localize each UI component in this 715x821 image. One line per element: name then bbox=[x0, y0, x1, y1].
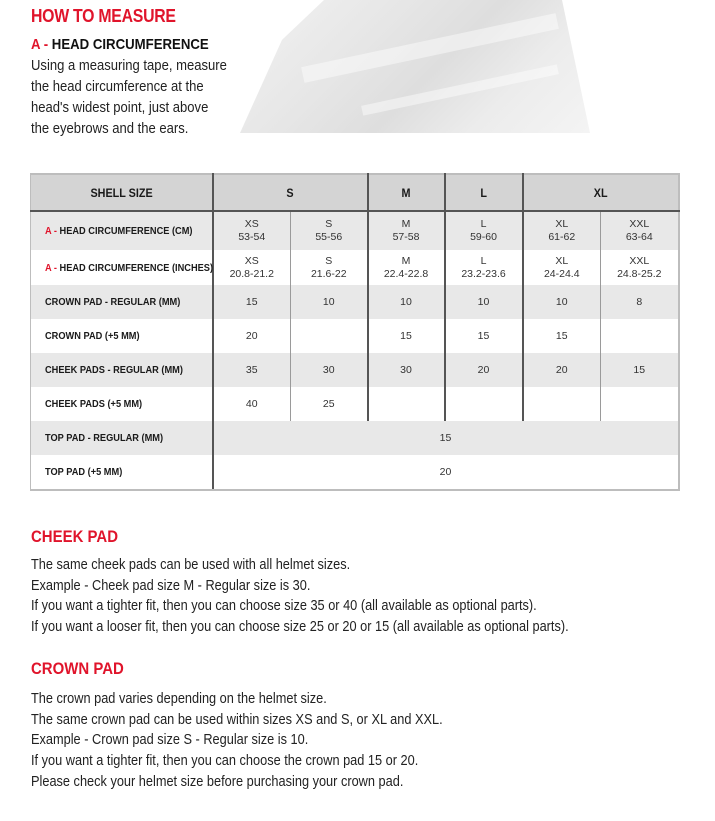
shell-header-m: M bbox=[368, 174, 445, 211]
table-row-crown-plus5 bbox=[31, 319, 679, 353]
table-cell bbox=[601, 387, 679, 421]
table-cell: 15 bbox=[213, 421, 679, 455]
table-cell bbox=[523, 387, 601, 421]
table-cell bbox=[601, 319, 679, 353]
measure-instructions bbox=[31, 56, 238, 140]
instruction-line: the eyebrows and the ears. bbox=[31, 121, 189, 137]
helmet-hero-image bbox=[240, 0, 590, 133]
table-row-top-plus5 bbox=[31, 455, 679, 490]
row-label: CHEEK PADS - REGULAR (MM) bbox=[31, 353, 213, 387]
table-cell bbox=[445, 387, 523, 421]
table-cell: 35 bbox=[213, 353, 291, 387]
table-row-cheek-plus5 bbox=[31, 387, 679, 421]
paragraph-line: The same cheek pads can be used with all helmet sizes. bbox=[31, 557, 351, 573]
table-cell: 8 bbox=[601, 285, 679, 319]
table-cell: L 23.2-23.6 bbox=[445, 250, 523, 285]
crown-pad-title: CROWN PAD bbox=[31, 659, 124, 678]
paragraph-line: If you want a looser fit, then you can choose size 25 or 20 or 15 (all available as optional parts). bbox=[31, 619, 569, 636]
table-cell: 15 bbox=[368, 319, 445, 353]
row-label: A - HEAD CIRCUMFERENCE (INCHES) bbox=[31, 250, 213, 285]
table-cell: 30 bbox=[368, 353, 445, 387]
table-cell: L 59-60 bbox=[445, 211, 523, 250]
size-chart-table bbox=[30, 173, 680, 491]
table-cell: XS 20.8-21.2 bbox=[213, 250, 291, 285]
crown-pad-description bbox=[31, 689, 443, 793]
table-cell: 30 bbox=[291, 353, 368, 387]
table-cell: 10 bbox=[523, 285, 601, 319]
row-label: CHEEK PADS (+5 MM) bbox=[31, 387, 213, 421]
table-cell: 10 bbox=[291, 285, 368, 319]
table-cell: S 21.6-22 bbox=[291, 250, 368, 285]
head-circumference-heading bbox=[31, 36, 209, 53]
row-label: CROWN PAD - REGULAR (MM) bbox=[31, 285, 213, 319]
row-label: A - HEAD CIRCUMFERENCE (CM) bbox=[31, 211, 213, 250]
table-cell: 20 bbox=[213, 455, 679, 490]
paragraph-line: If you want a tighter fit, then you can choose the crown pad 15 or 20. bbox=[31, 753, 419, 770]
shell-header-xl: XL bbox=[523, 174, 679, 211]
cheek-pad-description bbox=[31, 555, 569, 638]
table-row-head-cm bbox=[31, 211, 679, 250]
table-cell: XXL 24.8-25.2 bbox=[601, 250, 679, 285]
a-marker: A - bbox=[31, 36, 49, 53]
table-cell: 15 bbox=[523, 319, 601, 353]
table-row-cheek-regular bbox=[31, 353, 679, 387]
shell-size-header: SHELL SIZE bbox=[31, 174, 213, 211]
table-cell: 20 bbox=[445, 353, 523, 387]
table-header-row bbox=[31, 174, 679, 211]
row-label: TOP PAD (+5 MM) bbox=[31, 455, 213, 490]
table-cell: XS 53-54 bbox=[213, 211, 291, 250]
shell-header-l: L bbox=[445, 174, 523, 211]
table-cell: 15 bbox=[213, 285, 291, 319]
table-cell bbox=[368, 387, 445, 421]
instruction-line: head's widest point, just above bbox=[31, 100, 209, 116]
table-cell: 25 bbox=[291, 387, 368, 421]
table-cell: 20 bbox=[213, 319, 291, 353]
table-cell: M 57-58 bbox=[368, 211, 445, 250]
table-cell: 20 bbox=[523, 353, 601, 387]
paragraph-line: If you want a tighter fit, then you can choose size 35 or 40 (all available as optional parts). bbox=[31, 598, 537, 615]
table-cell: S 55-56 bbox=[291, 211, 368, 250]
row-label: CROWN PAD (+5 MM) bbox=[31, 319, 213, 353]
table-row-crown-regular bbox=[31, 285, 679, 319]
paragraph-line: Please check your helmet size before purchasing your crown pad. bbox=[31, 773, 404, 790]
instruction-line: the head circumference at the bbox=[31, 79, 204, 95]
table-cell: 10 bbox=[445, 285, 523, 319]
table-cell: 40 bbox=[213, 387, 291, 421]
table-cell bbox=[291, 319, 368, 353]
cheek-pad-title: CHEEK PAD bbox=[31, 527, 119, 546]
paragraph-line: Example - Cheek pad size M - Regular size is 30. bbox=[31, 577, 311, 594]
table-cell: 15 bbox=[445, 319, 523, 353]
table-cell: 10 bbox=[368, 285, 445, 319]
table-row-top-regular bbox=[31, 421, 679, 455]
row-label: TOP PAD - REGULAR (MM) bbox=[31, 421, 213, 455]
table-cell: 15 bbox=[601, 353, 679, 387]
paragraph-line: The same crown pad can be used within sizes XS and S, or XL and XXL. bbox=[31, 711, 443, 728]
table-cell: XL 24-24.4 bbox=[523, 250, 601, 285]
shell-header-s: S bbox=[213, 174, 368, 211]
instruction-line: Using a measuring tape, measure bbox=[31, 58, 227, 74]
paragraph-line: Example - Crown pad size S - Regular size is 10. bbox=[31, 732, 309, 749]
table-row-head-inches bbox=[31, 250, 679, 285]
table-cell: XL 61-62 bbox=[523, 211, 601, 250]
head-circumference-title: HEAD CIRCUMFERENCE bbox=[51, 36, 209, 53]
how-to-measure-title: HOW TO MEASURE bbox=[31, 6, 176, 26]
table-cell: XXL 63-64 bbox=[601, 211, 679, 250]
table-cell: M 22.4-22.8 bbox=[368, 250, 445, 285]
paragraph-line: The crown pad varies depending on the helmet size. bbox=[31, 691, 327, 707]
